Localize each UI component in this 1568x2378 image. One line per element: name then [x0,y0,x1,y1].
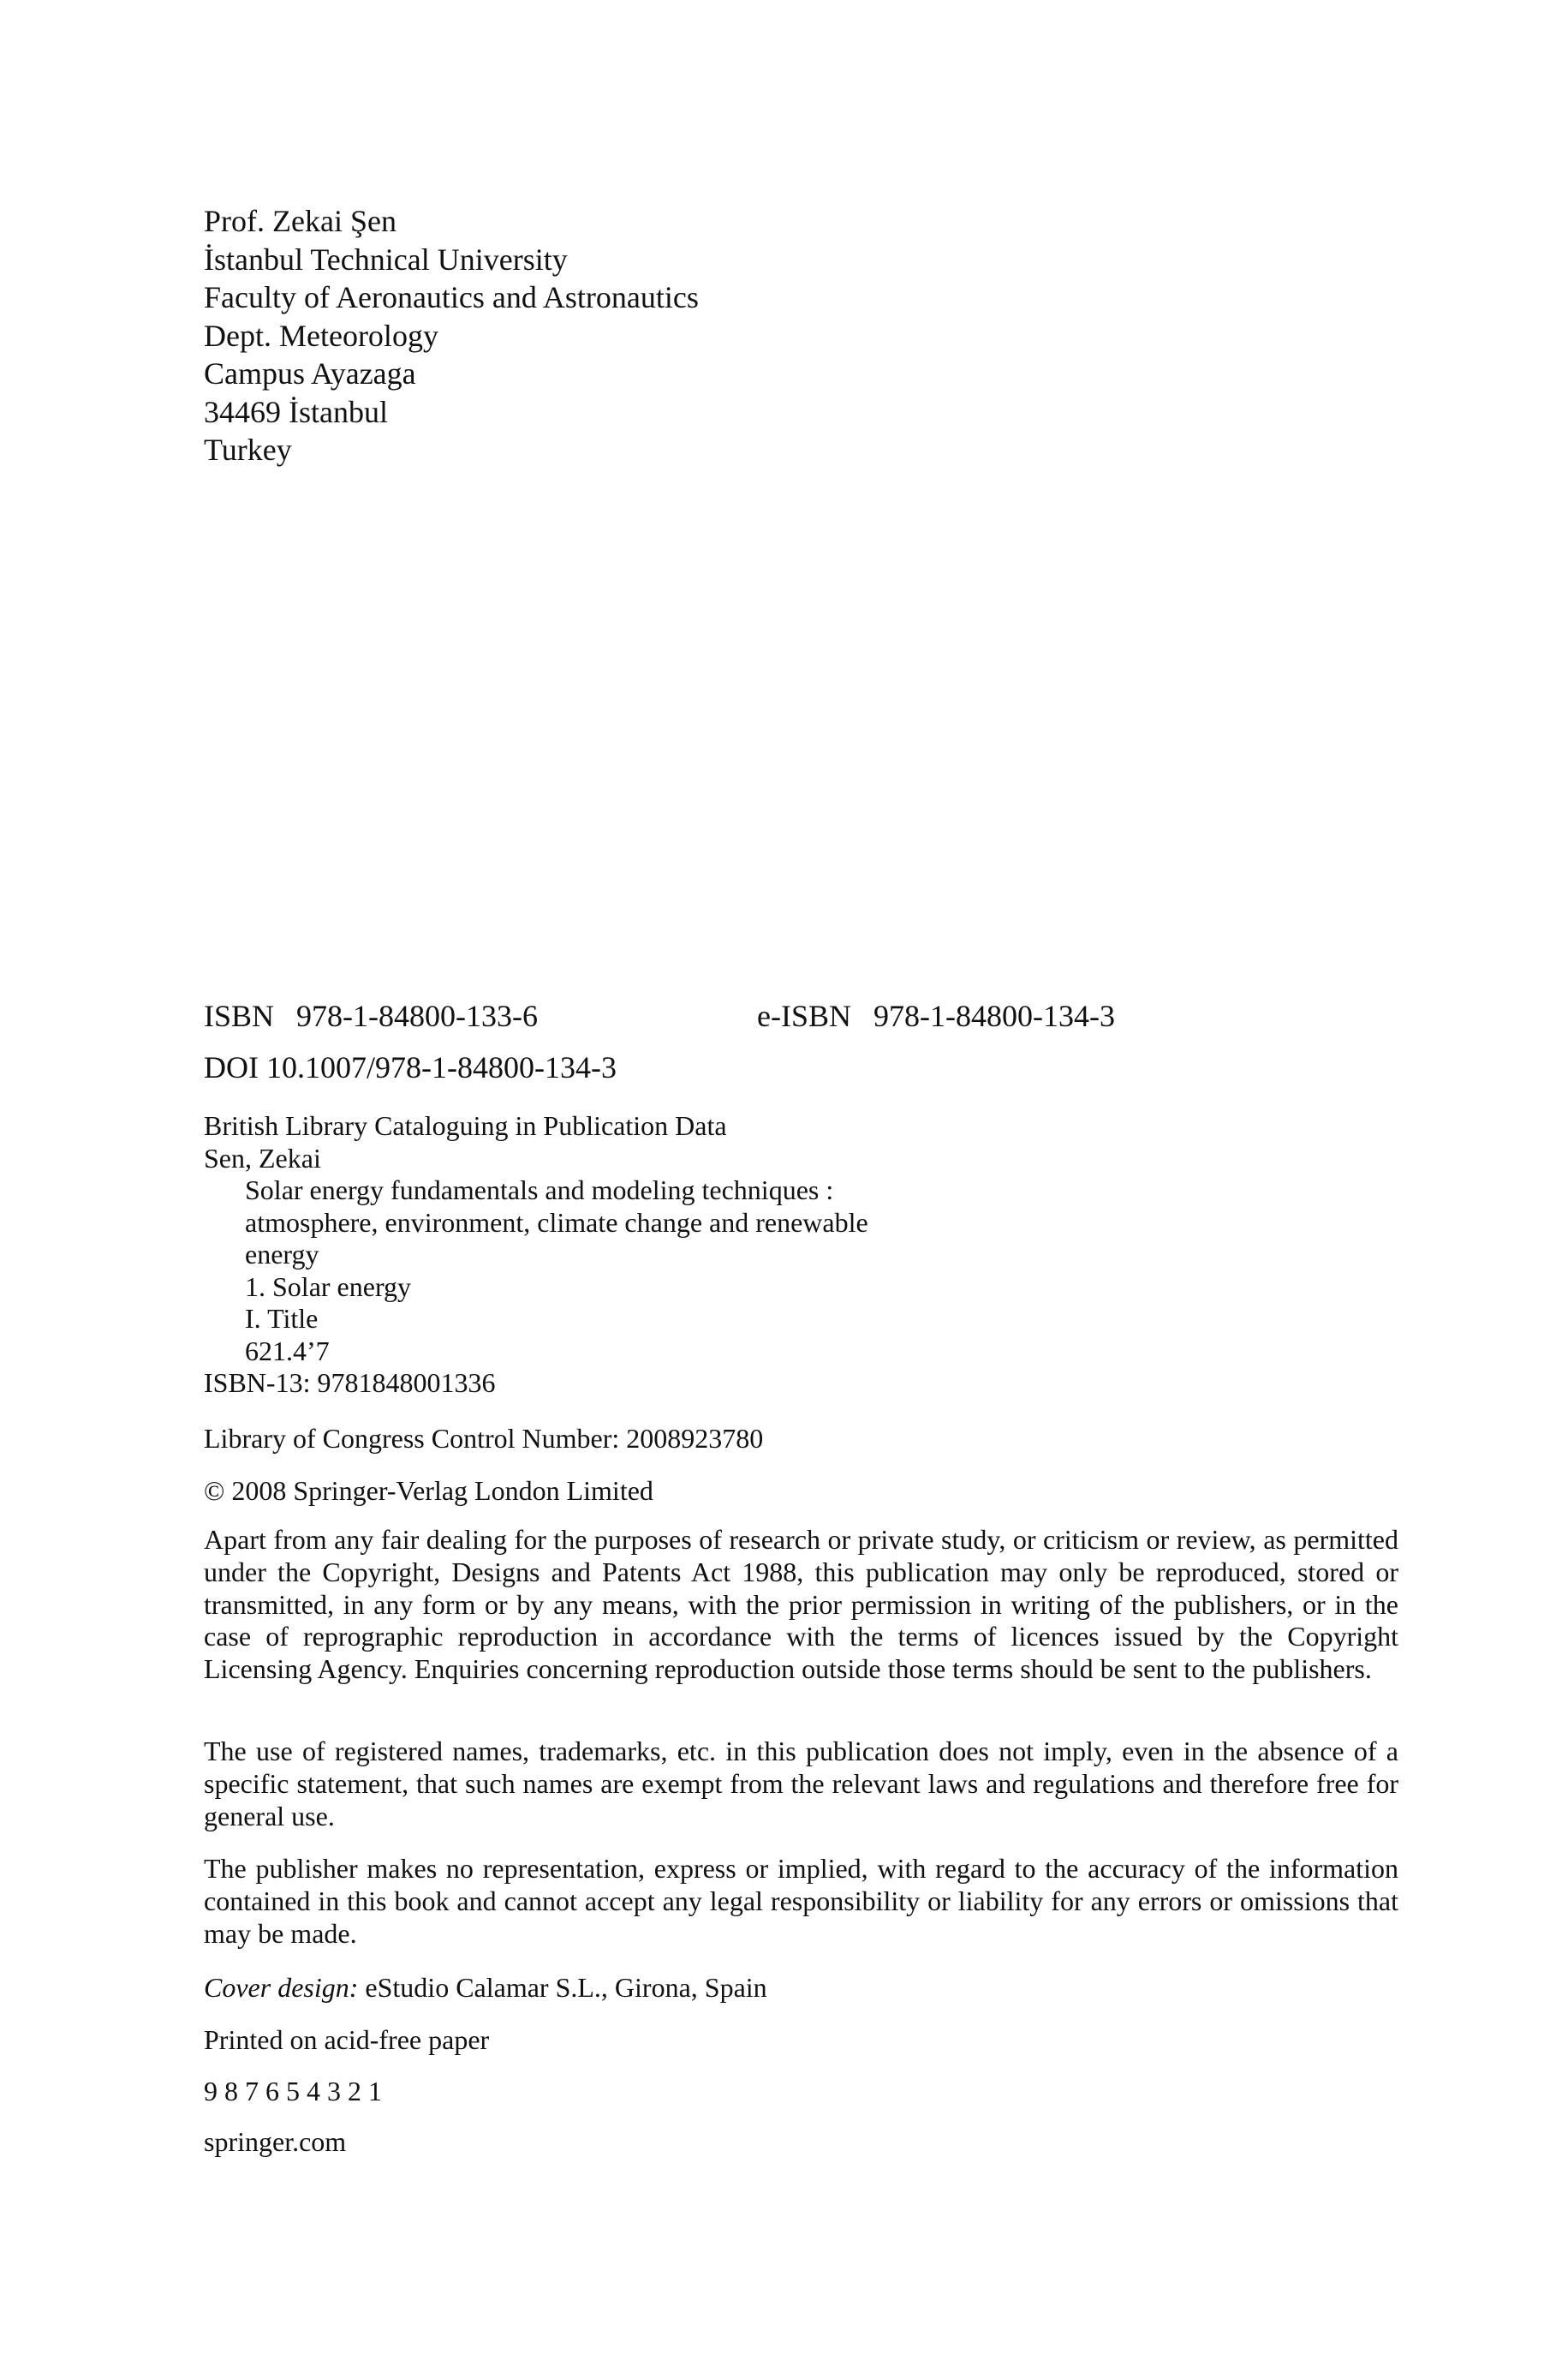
cip-classification: 621.4’7 [245,1335,330,1366]
doi: DOI 10.1007/978-1-84800-134-3 [204,1050,617,1084]
cip-heading: British Library Cataloguing in Publication Data [204,1110,727,1141]
eisbn-label: e-ISBN [757,999,851,1033]
cip-title-entry: I. Title [245,1303,319,1334]
isbn-value: 978-1-84800-133-6 [296,999,538,1033]
isbn-label: ISBN [204,999,275,1033]
author-address [204,202,699,469]
cover-design-label: Cover design: [204,1972,359,2003]
printing-line: 9 8 7 6 5 4 3 2 1 [204,2076,382,2106]
cip-subject: 1. Solar energy [245,1270,412,1302]
campus: Campus Ayazaga [204,356,416,391]
cip-data [204,1110,868,1400]
faculty: Faculty of Aeronautics and Astronautics [204,280,699,314]
cip-author: Sen, Zekai [204,1142,321,1174]
cip-title-line: energy [245,1239,319,1270]
cip-title-line: Solar energy fundamentals and modeling techniques : [245,1174,834,1205]
copyright-notice: © 2008 Springer-Verlag London Limited [204,1475,653,1506]
trademarks-paragraph: The use of registered names, trademarks, etc. in this publication does not imply, even in the absence of a specific statement, that such names are exempt from the relevant laws and regulations and therefore free for general use. [204,1736,1398,1831]
disclaimer-paragraph: The publisher makes no representation, express or implied, with regard to the accuracy of the information contained in this book and cannot accept any legal responsibility or liability for any errors or omissions that may be made. [204,1853,1398,1949]
cover-design-value: eStudio Calamar S.L., Girona, Spain [358,1972,767,2003]
university: İstanbul Technical University [204,242,568,277]
eisbn-value: 978-1-84800-134-3 [873,999,1115,1033]
country: Turkey [204,433,292,467]
eisbn [757,997,1115,1035]
cip-title-line: atmosphere, environment, climate change and renewable [245,1206,868,1238]
isbn-row [204,997,1403,1035]
postal-city: 34469 İstanbul [204,394,388,429]
publisher-website: springer.com [204,2126,347,2157]
department: Dept. Meteorology [204,318,438,353]
cip-isbn13: ISBN-13: 9781848001336 [204,1367,496,1398]
cover-design [204,1971,767,2004]
paper-note: Printed on acid-free paper [204,2024,490,2055]
reproduction-paragraph: Apart from any fair dealing for the purposes of research or private study, or criticism or review, as permitted under the Copyright, Designs and Patents Act 1988, this publication may only be reproduced, stored or transmitted, in any form or by any means, with the prior permission in writing of the publishers, or in the case of reprographic reproduction in accordance with the terms of licences issued by the Copyright Licensing Agency. Enquiries concerning reproduction outside those terms should be sent to the publishers. [204,1524,1398,1685]
author-name: Prof. Zekai Şen [204,204,396,238]
loc-control-number: Library of Congress Control Number: 2008923780 [204,1423,764,1454]
